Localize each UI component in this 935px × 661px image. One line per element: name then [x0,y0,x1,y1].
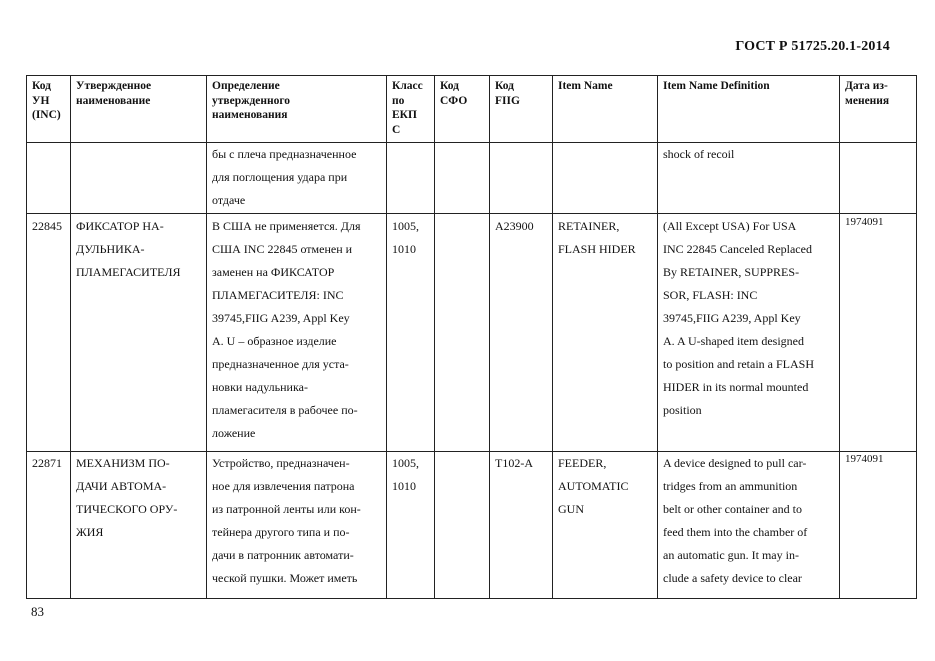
cell-line: ПЛАМЕГАСИТЕЛЯ: INC [212,288,344,302]
cell-line: 1005, [392,219,419,233]
document-standard-header: ГОСТ Р 51725.20.1-2014 [735,39,890,54]
header-line: С [392,123,401,136]
cell-line: shock of recoil [663,147,735,161]
cell-fiig: A23900 [490,214,553,452]
header-col-inc [27,76,71,143]
cell-sfo [435,143,490,214]
nomenclature-table [26,75,917,599]
cell-sfo [435,214,490,452]
cell-line: ДАЧИ АВТОМА- [76,479,167,493]
header-line: Определение [212,80,280,92]
cell-line: (All Except USA) For USA [663,219,797,233]
cell-line: ное для извлечения патрона [212,479,355,493]
cell-line: заменен на ФИКСАТОР [212,265,335,279]
header-line: наименования [212,109,288,121]
header-line: наименование [76,94,151,107]
cell-line: США INC 22845 отменен и [212,242,353,256]
cell-line: RETAINER, [558,219,620,233]
cell-name-ru [71,452,207,599]
cell-line: предназначенное для уста- [212,357,349,371]
cell-class [387,214,435,452]
cell-line: 39745,FIIG A239, Appl Key [663,311,801,325]
cell-line: тейнера другого типа и по- [212,525,350,539]
cell-class [387,452,435,599]
cell-inc [27,143,71,214]
cell-line: дачи в патронник автомати- [212,548,354,562]
cell-line: A. A U-shaped item designed [663,334,804,348]
cell-date: 1974091 [840,214,917,452]
cell-item-name [553,143,658,214]
header-line: по [392,94,405,107]
cell-line: пламегасителя в рабочее по- [212,403,358,417]
cell-date: 1974091 [840,452,917,599]
header-line: утвержденного [212,94,291,107]
cell-line: новки надульника- [212,380,308,394]
cell-line: belt or other container and to [663,502,802,516]
cell-line: ДУЛЬНИКА- [76,242,145,256]
cell-line: ТИЧЕСКОГО ОРУ- [76,502,178,516]
cell-line: Устройство, предназначен- [212,456,350,470]
header-line: Код [440,80,460,92]
cell-line: tridges from an ammunition [663,479,798,493]
cell-line: feed them into the chamber of [663,525,808,539]
header-col-sfo [435,76,490,143]
cell-line: В США не применяется. Для [212,219,361,233]
cell-line: 1010 [392,242,416,256]
cell-line: ЖИЯ [76,525,104,539]
header-line: УН [32,94,50,107]
header-col-fiig [490,76,553,143]
cell-line: бы с плеча предназначенное [212,147,357,161]
header-line: Item Name Definition [663,80,770,92]
cell-definition-ru [207,143,387,214]
header-line: Item Name [558,80,613,92]
header-col-item-name [553,76,658,143]
cell-line: position [663,403,702,417]
cell-definition-en [658,452,840,599]
cell-sfo [435,452,490,599]
cell-item-name [553,214,658,452]
cell-line: an automatic gun. It may in- [663,548,799,562]
header-col-definition-en [658,76,840,143]
table-header-row [27,76,917,143]
cell-line: ческой пушки. Может иметь [212,571,358,585]
cell-line: из патронной ленты или кон- [212,502,361,516]
cell-line: 1010 [392,479,416,493]
header-line: ЕКП [392,109,417,121]
header-line: (INC) [32,109,61,121]
cell-line: FLASH HIDER [558,242,636,256]
cell-name-ru [71,214,207,452]
cell-line: для поглощения удара при [212,170,348,184]
cell-name-ru [71,143,207,214]
header-line: Код [32,80,52,92]
header-line: Дата из- [845,80,888,92]
cell-fiig: T102-A [490,452,553,599]
cell-class [387,143,435,214]
header-line: менения [845,94,890,107]
cell-line: ФИКСАТОР НА- [76,219,164,233]
cell-definition-ru [207,452,387,599]
header-line: Класс [392,80,423,92]
header-col-class [387,76,435,143]
cell-line: By RETAINER, SUPPRES- [663,265,800,279]
cell-line: 1005, [392,456,419,470]
cell-fiig [490,143,553,214]
table-row [27,214,917,452]
cell-line: HIDER in its normal mounted [663,380,809,394]
cell-definition-en [658,214,840,452]
cell-line: A device designed to pull car- [663,456,807,470]
cell-line: отдаче [212,193,246,207]
header-line: Утвержденное [76,80,152,92]
table-row [27,452,917,599]
cell-line: ложение [212,426,256,440]
cell-line: A. U – образное изделие [212,334,337,348]
cell-definition-en [658,143,840,214]
cell-line: ПЛАМЕГАСИТЕЛЯ [76,265,181,279]
cell-inc: 22871 [27,452,71,599]
header-col-date [840,76,917,143]
cell-line: AUTOMATIC [558,479,629,493]
header-line: СФО [440,94,468,107]
cell-line: FEEDER, [558,456,607,470]
header-line: Код [495,80,515,92]
cell-date [840,143,917,214]
page-number: 83 [31,604,44,619]
header-line: FIIG [495,94,520,107]
cell-line: 39745,FIIG A239, Appl Key [212,311,350,325]
header-col-name-ru [71,76,207,143]
continuation-row [27,143,917,214]
cell-line: INC 22845 Canceled Replaced [663,242,812,256]
cell-line: МЕХАНИЗМ ПО- [76,456,170,470]
cell-line: GUN [558,502,584,516]
cell-item-name [553,452,658,599]
cell-inc: 22845 [27,214,71,452]
cell-line: SOR, FLASH: INC [663,288,758,302]
cell-definition-ru [207,214,387,452]
cell-line: clude a safety device to clear [663,571,802,585]
cell-line: to position and retain a FLASH [663,357,814,371]
header-col-definition-ru [207,76,387,143]
